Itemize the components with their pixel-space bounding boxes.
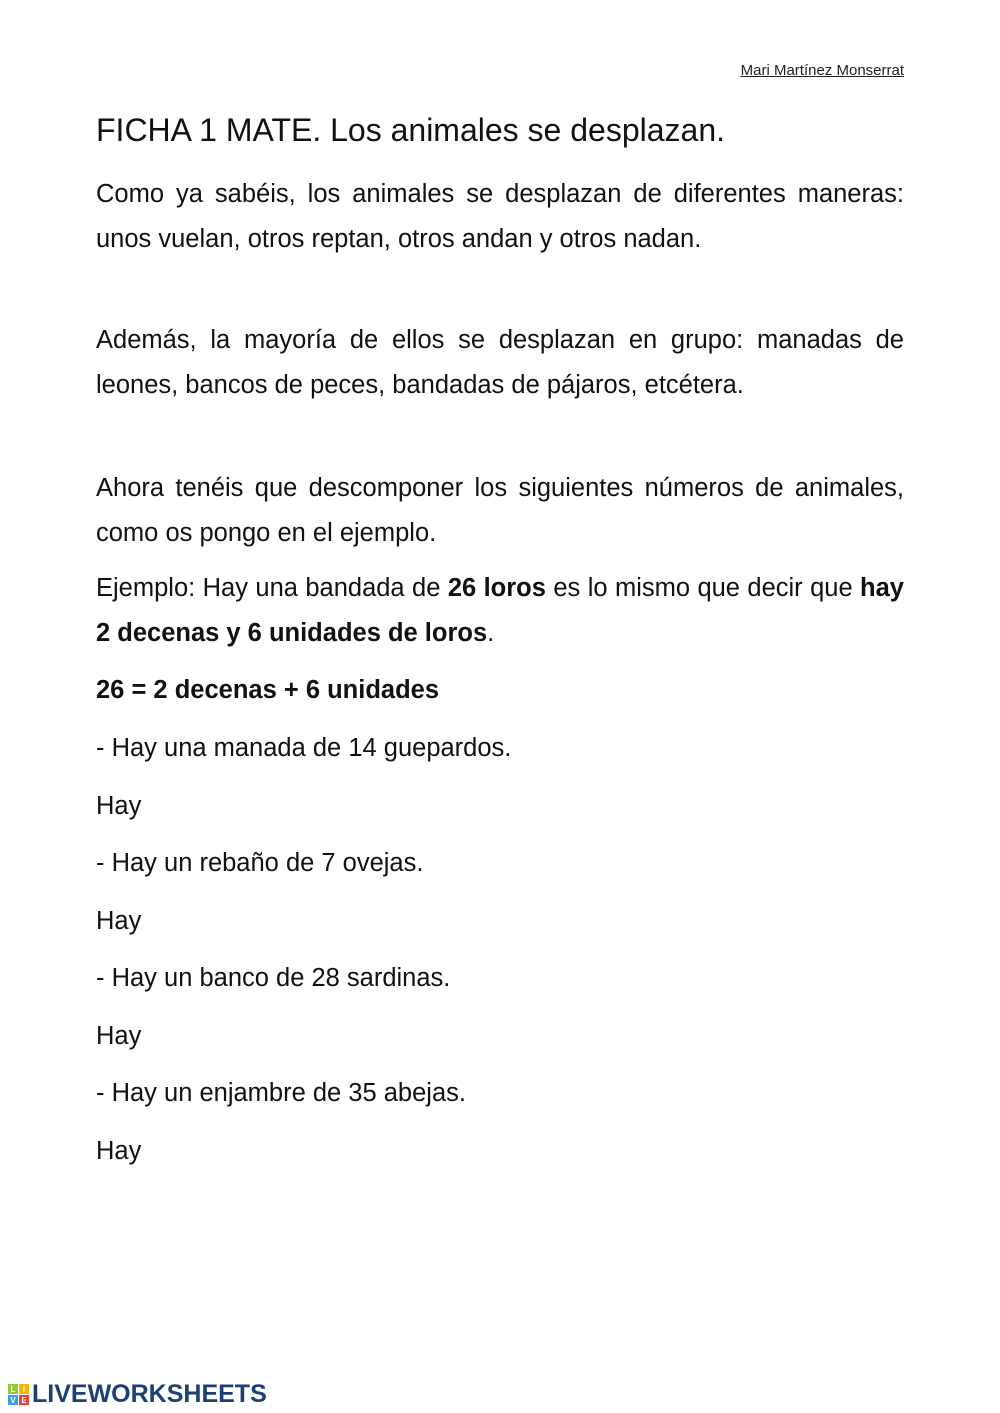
logo-tile: E	[19, 1395, 29, 1405]
example-bold: hay 2 decenas y 6 unidades de loros	[96, 574, 904, 647]
example-formula: 26 = 2 decenas + 6 unidades	[96, 676, 440, 704]
groups-paragraph: Además, la mayoría de ellos se desplazan en grupo: manadas de leones, bancos de peces, bandadas de pájaros, etcétera.	[96, 326, 904, 399]
example-text: es lo mismo que decir que	[545, 574, 861, 602]
example-paragraph	[96, 566, 904, 656]
intro-paragraph: Como ya sabéis, los animales se desplazan de diferentes maneras: unos vuelan, otros reptan, otros andan y otros nadan.	[96, 180, 904, 253]
exercise-answer[interactable]: Hay	[96, 1022, 142, 1050]
logo-tiles-icon	[8, 1384, 29, 1405]
instructions-paragraph: Ahora tenéis que descomponer los siguientes números de animales, como os pongo en el ejemplo.	[96, 474, 904, 547]
exercise-answer[interactable]: Hay	[96, 907, 142, 935]
liveworksheets-logo	[8, 1380, 267, 1409]
exercise-answer[interactable]: Hay	[96, 1137, 142, 1165]
logo-tile: V	[8, 1395, 18, 1405]
example-text: Ejemplo: Hay una bandada de	[96, 574, 448, 602]
exercise-prompt: - Hay un rebaño de 7 ovejas.	[96, 849, 424, 877]
exercise-answer[interactable]: Hay	[96, 792, 142, 820]
page-title: FICHA 1 MATE. Los animales se desplazan.	[96, 112, 726, 148]
logo-text: LIVEWORKSHEETS	[32, 1380, 267, 1408]
logo-tile: I	[19, 1384, 29, 1394]
example-bold: 26 loros	[447, 574, 546, 602]
exercise-prompt: - Hay un enjambre de 35 abejas.	[96, 1079, 466, 1107]
author-name: Mari Martínez Monserrat	[740, 62, 904, 79]
logo-tile: L	[8, 1384, 18, 1394]
example-text: .	[487, 619, 495, 647]
exercise-prompt: - Hay un banco de 28 sardinas.	[96, 964, 451, 992]
exercise-prompt: - Hay una manada de 14 guepardos.	[96, 734, 512, 762]
